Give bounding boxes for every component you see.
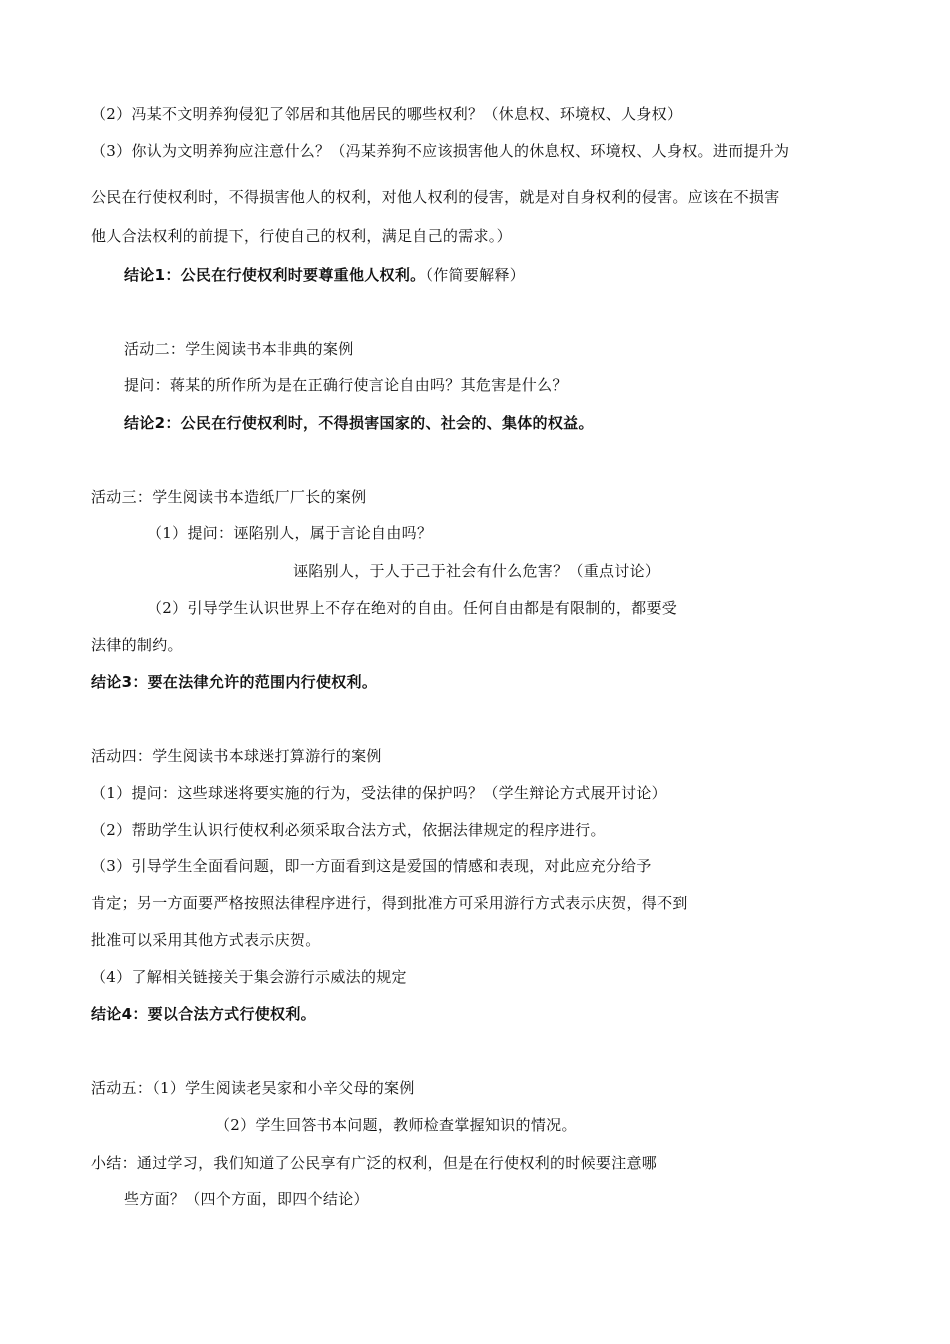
conclusion-3: 结论3：要在法律允许的范围内行使权利。: [91, 673, 378, 691]
paragraph-line: （4）了解相关链接关于集会游行示威法的规定: [91, 968, 407, 986]
conclusion-1: [124, 265, 525, 285]
paragraph-line: （3）引导学生全面看问题，即一方面看到这是爱国的情感和表现，对此应充分给予: [91, 857, 652, 875]
paragraph-line: 诬陷别人，于人于己于社会有什么危害？（重点讨论）: [293, 562, 661, 580]
paragraph-line: 批准可以采用其他方式表示庆贺。: [91, 931, 321, 949]
summary-line: 小结：通过学习，我们知道了公民享有广泛的权利，但是在行使权利的时候要注意哪: [91, 1154, 658, 1172]
paragraph-line: 他人合法权利的前提下，行使自己的权利，满足自己的需求。）: [91, 227, 512, 245]
summary-line: 些方面？（四个方面，即四个结论）: [124, 1190, 369, 1208]
activity-4-heading: 活动四：学生阅读书本球迷打算游行的案例: [91, 747, 382, 765]
paragraph-line: 肯定；另一方面要严格按照法律程序进行，得到批准方可采用游行方式表示庆贺，得不到: [91, 894, 688, 912]
activity-2-heading: 活动二：学生阅读书本非典的案例: [124, 340, 354, 358]
paragraph-line: （3）你认为文明养狗应注意什么？（冯某养狗不应该损害他人的休息权、环境权、人身权。进而提升为: [91, 142, 790, 160]
paragraph-line: （1）提问：诬陷别人，属于言论自由吗？: [147, 524, 433, 542]
paragraph-line: （2）学生回答书本问题，教师检查掌握知识的情况。: [215, 1116, 577, 1134]
conclusion-text: 结论1：公民在行使权利时要尊重他人权利。: [124, 266, 426, 284]
paragraph-line: 提问：蒋某的所作所为是在正确行使言论自由吗？其危害是什么？: [124, 376, 568, 394]
paragraph-line: 法律的制约。: [91, 636, 183, 654]
paragraph-line: （1）提问：这些球迷将要实施的行为，受法律的保护吗？（学生辩论方式展开讨论）: [91, 784, 667, 802]
conclusion-note: （作简要解释）: [425, 266, 526, 284]
paragraph-line: （2）冯某不文明养狗侵犯了邻居和其他居民的哪些权利？（休息权、环境权、人身权）: [91, 105, 683, 123]
conclusion-4: 结论4：要以合法方式行使权利。: [91, 1005, 316, 1023]
activity-3-heading: 活动三：学生阅读书本造纸厂厂长的案例: [91, 488, 367, 506]
paragraph-line: （2）帮助学生认识行使权利必须采取合法方式，依据法律规定的程序进行。: [91, 821, 606, 839]
conclusion-2: 结论2：公民在行使权利时，不得损害国家的、社会的、集体的权益。: [124, 414, 594, 432]
activity-5-heading: 活动五：（1）学生阅读老吴家和小辛父母的案例: [91, 1079, 415, 1097]
paragraph-line: 公民在行使权利时，不得损害他人的权利，对他人权利的侵害，就是对自身权利的侵害。应该在不损害: [91, 188, 780, 206]
paragraph-line: （2）引导学生认识世界上不存在绝对的自由。任何自由都是有限制的，都要受: [147, 599, 678, 617]
